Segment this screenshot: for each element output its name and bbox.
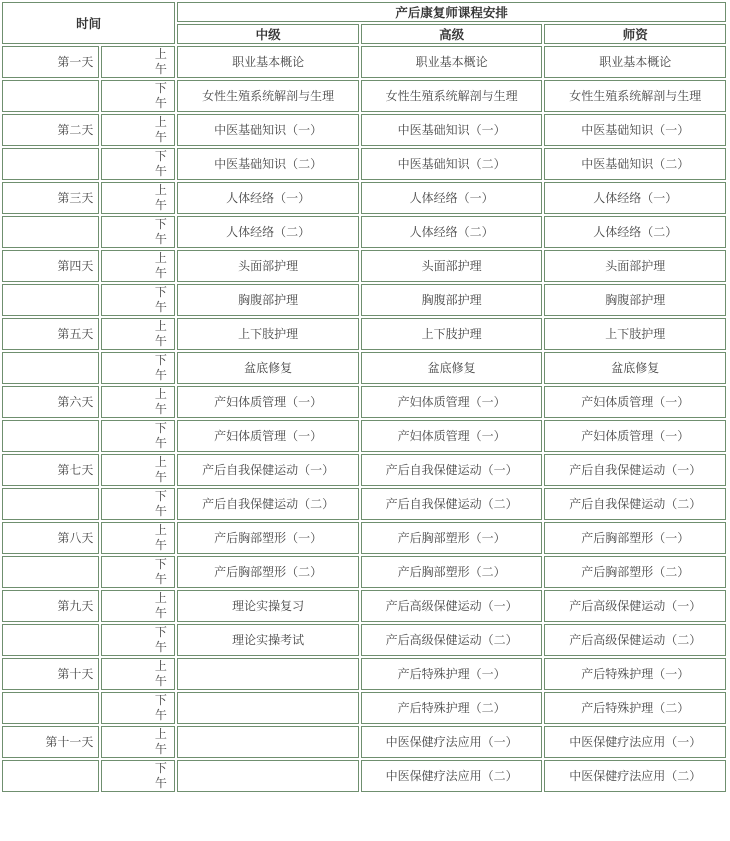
- course-cell-advanced: 人体经络（一）: [361, 182, 543, 214]
- course-cell-intermediate: 产妇体质管理（一）: [177, 386, 359, 418]
- half-day-label: 上午: [154, 387, 167, 416]
- schedule-row: [2, 148, 726, 180]
- course-cell-intermediate: 职业基本概论: [177, 46, 359, 78]
- course-cell-advanced: 产后自我保健运动（一）: [361, 454, 543, 486]
- schedule-row: [2, 726, 726, 758]
- day-cell: [2, 760, 99, 792]
- level-header-advanced: 高级: [361, 24, 543, 44]
- schedule-title: 产后康复师课程安排: [177, 2, 726, 22]
- schedule-row: [2, 658, 726, 690]
- day-cell: 第四天: [2, 250, 99, 282]
- course-cell-intermediate: 理论实操复习: [177, 590, 359, 622]
- course-cell-advanced: 产妇体质管理（一）: [361, 420, 543, 452]
- course-cell-intermediate: 中医基础知识（二）: [177, 148, 359, 180]
- course-cell-advanced: 产后胸部塑形（二）: [361, 556, 543, 588]
- course-cell-teacher: 盆底修复: [544, 352, 726, 384]
- schedule-row: [2, 760, 726, 792]
- half-day-cell: [101, 386, 175, 418]
- half-day-cell: [101, 658, 175, 690]
- level-header-intermediate: 中级: [177, 24, 359, 44]
- schedule-row: [2, 80, 726, 112]
- course-cell-intermediate: 胸腹部护理: [177, 284, 359, 316]
- half-day-label: 下午: [154, 285, 167, 314]
- course-cell-advanced: 胸腹部护理: [361, 284, 543, 316]
- course-cell-intermediate: [177, 726, 359, 758]
- day-cell: [2, 488, 99, 520]
- half-day-label: 下午: [154, 557, 167, 586]
- course-cell-intermediate: 人体经络（二）: [177, 216, 359, 248]
- schedule-row: [2, 284, 726, 316]
- course-cell-teacher: 胸腹部护理: [544, 284, 726, 316]
- half-day-label: 上午: [154, 183, 167, 212]
- schedule-body: [2, 46, 726, 792]
- course-cell-advanced: 盆底修复: [361, 352, 543, 384]
- course-cell-advanced: 中医基础知识（二）: [361, 148, 543, 180]
- half-day-label: 上午: [154, 115, 167, 144]
- course-cell-advanced: 人体经络（二）: [361, 216, 543, 248]
- course-cell-teacher: 产后高级保健运动（二）: [544, 624, 726, 656]
- half-day-cell: [101, 80, 175, 112]
- course-cell-teacher: 职业基本概论: [544, 46, 726, 78]
- course-cell-advanced: 产后胸部塑形（一）: [361, 522, 543, 554]
- course-cell-advanced: 中医基础知识（一）: [361, 114, 543, 146]
- schedule-row: [2, 386, 726, 418]
- course-cell-advanced: 中医保健疗法应用（一）: [361, 726, 543, 758]
- course-cell-teacher: 中医保健疗法应用（一）: [544, 726, 726, 758]
- day-cell: 第七天: [2, 454, 99, 486]
- day-cell: 第十天: [2, 658, 99, 690]
- half-day-cell: [101, 318, 175, 350]
- course-cell-teacher: 产后胸部塑形（一）: [544, 522, 726, 554]
- day-cell: 第六天: [2, 386, 99, 418]
- course-cell-teacher: 中医基础知识（一）: [544, 114, 726, 146]
- day-cell: [2, 420, 99, 452]
- half-day-cell: [101, 148, 175, 180]
- half-day-label: 下午: [154, 625, 167, 654]
- day-cell: [2, 80, 99, 112]
- half-day-label: 下午: [154, 761, 167, 790]
- half-day-cell: [101, 182, 175, 214]
- course-cell-advanced: 中医保健疗法应用（二）: [361, 760, 543, 792]
- course-cell-intermediate: 中医基础知识（一）: [177, 114, 359, 146]
- schedule-row: [2, 624, 726, 656]
- course-cell-advanced: 产后高级保健运动（二）: [361, 624, 543, 656]
- half-day-label: 上午: [154, 727, 167, 756]
- half-day-label: 上午: [154, 523, 167, 552]
- course-cell-teacher: 产妇体质管理（一）: [544, 386, 726, 418]
- day-cell: 第一天: [2, 46, 99, 78]
- course-cell-intermediate: 上下肢护理: [177, 318, 359, 350]
- half-day-label: 下午: [154, 149, 167, 178]
- half-day-label: 上午: [154, 319, 167, 348]
- course-cell-advanced: 产后自我保健运动（二）: [361, 488, 543, 520]
- course-cell-intermediate: 产后自我保健运动（二）: [177, 488, 359, 520]
- half-day-label: 下午: [154, 693, 167, 722]
- schedule-row: [2, 522, 726, 554]
- schedule-row: [2, 216, 726, 248]
- course-cell-advanced: 产后特殊护理（二）: [361, 692, 543, 724]
- half-day-cell: [101, 692, 175, 724]
- schedule-row: [2, 182, 726, 214]
- schedule-row: [2, 352, 726, 384]
- day-cell: 第十一天: [2, 726, 99, 758]
- half-day-cell: [101, 284, 175, 316]
- course-cell-teacher: 上下肢护理: [544, 318, 726, 350]
- course-cell-teacher: 头面部护理: [544, 250, 726, 282]
- half-day-cell: [101, 726, 175, 758]
- day-cell: 第二天: [2, 114, 99, 146]
- course-cell-teacher: 产妇体质管理（一）: [544, 420, 726, 452]
- half-day-cell: [101, 760, 175, 792]
- schedule-row: [2, 556, 726, 588]
- day-cell: [2, 352, 99, 384]
- course-cell-teacher: 产后特殊护理（一）: [544, 658, 726, 690]
- day-cell: [2, 148, 99, 180]
- course-cell-advanced: 头面部护理: [361, 250, 543, 282]
- course-cell-teacher: 产后自我保健运动（二）: [544, 488, 726, 520]
- day-cell: [2, 216, 99, 248]
- course-cell-teacher: 中医基础知识（二）: [544, 148, 726, 180]
- half-day-label: 上午: [154, 591, 167, 620]
- course-cell-teacher: 产后自我保健运动（一）: [544, 454, 726, 486]
- course-cell-teacher: 产后胸部塑形（二）: [544, 556, 726, 588]
- course-cell-advanced: 产后特殊护理（一）: [361, 658, 543, 690]
- schedule-row: [2, 114, 726, 146]
- day-cell: 第九天: [2, 590, 99, 622]
- day-cell: [2, 692, 99, 724]
- course-cell-intermediate: 理论实操考试: [177, 624, 359, 656]
- day-cell: 第八天: [2, 522, 99, 554]
- half-day-label: 下午: [154, 353, 167, 382]
- course-cell-intermediate: [177, 658, 359, 690]
- half-day-cell: [101, 114, 175, 146]
- half-day-cell: [101, 352, 175, 384]
- header-row: [2, 2, 726, 22]
- half-day-label: 上午: [154, 455, 167, 484]
- half-day-label: 上午: [154, 659, 167, 688]
- schedule-row: [2, 420, 726, 452]
- course-cell-intermediate: 产妇体质管理（一）: [177, 420, 359, 452]
- half-day-cell: [101, 522, 175, 554]
- course-cell-intermediate: [177, 692, 359, 724]
- half-day-cell: [101, 420, 175, 452]
- course-cell-teacher: 人体经络（一）: [544, 182, 726, 214]
- half-day-label: 下午: [154, 217, 167, 246]
- half-day-label: 下午: [154, 421, 167, 450]
- course-cell-advanced: 女性生殖系统解剖与生理: [361, 80, 543, 112]
- schedule-row: [2, 692, 726, 724]
- course-cell-intermediate: 产后胸部塑形（二）: [177, 556, 359, 588]
- half-day-cell: [101, 46, 175, 78]
- time-header: 时间: [2, 2, 175, 44]
- half-day-cell: [101, 454, 175, 486]
- half-day-cell: [101, 250, 175, 282]
- half-day-label: 上午: [154, 47, 167, 76]
- half-day-label: 下午: [154, 489, 167, 518]
- course-cell-advanced: 上下肢护理: [361, 318, 543, 350]
- course-cell-advanced: 产妇体质管理（一）: [361, 386, 543, 418]
- course-cell-intermediate: 产后自我保健运动（一）: [177, 454, 359, 486]
- day-cell: [2, 624, 99, 656]
- course-cell-advanced: 产后高级保健运动（一）: [361, 590, 543, 622]
- schedule-row: [2, 250, 726, 282]
- course-cell-teacher: 产后特殊护理（二）: [544, 692, 726, 724]
- schedule-row: [2, 488, 726, 520]
- course-cell-teacher: 人体经络（二）: [544, 216, 726, 248]
- schedule-row: [2, 454, 726, 486]
- schedule-row: [2, 318, 726, 350]
- course-cell-intermediate: [177, 760, 359, 792]
- day-cell: [2, 556, 99, 588]
- half-day-cell: [101, 590, 175, 622]
- level-header-teacher: 师资: [544, 24, 726, 44]
- course-cell-advanced: 职业基本概论: [361, 46, 543, 78]
- half-day-cell: [101, 216, 175, 248]
- course-cell-teacher: 中医保健疗法应用（二）: [544, 760, 726, 792]
- day-cell: [2, 284, 99, 316]
- half-day-label: 下午: [154, 81, 167, 110]
- course-cell-intermediate: 人体经络（一）: [177, 182, 359, 214]
- half-day-cell: [101, 624, 175, 656]
- course-cell-intermediate: 盆底修复: [177, 352, 359, 384]
- schedule-row: [2, 590, 726, 622]
- half-day-label: 上午: [154, 251, 167, 280]
- course-cell-intermediate: 产后胸部塑形（一）: [177, 522, 359, 554]
- course-cell-teacher: 女性生殖系统解剖与生理: [544, 80, 726, 112]
- day-cell: 第三天: [2, 182, 99, 214]
- course-cell-teacher: 产后高级保健运动（一）: [544, 590, 726, 622]
- schedule-row: [2, 46, 726, 78]
- half-day-cell: [101, 556, 175, 588]
- course-cell-intermediate: 女性生殖系统解剖与生理: [177, 80, 359, 112]
- half-day-cell: [101, 488, 175, 520]
- course-cell-intermediate: 头面部护理: [177, 250, 359, 282]
- day-cell: 第五天: [2, 318, 99, 350]
